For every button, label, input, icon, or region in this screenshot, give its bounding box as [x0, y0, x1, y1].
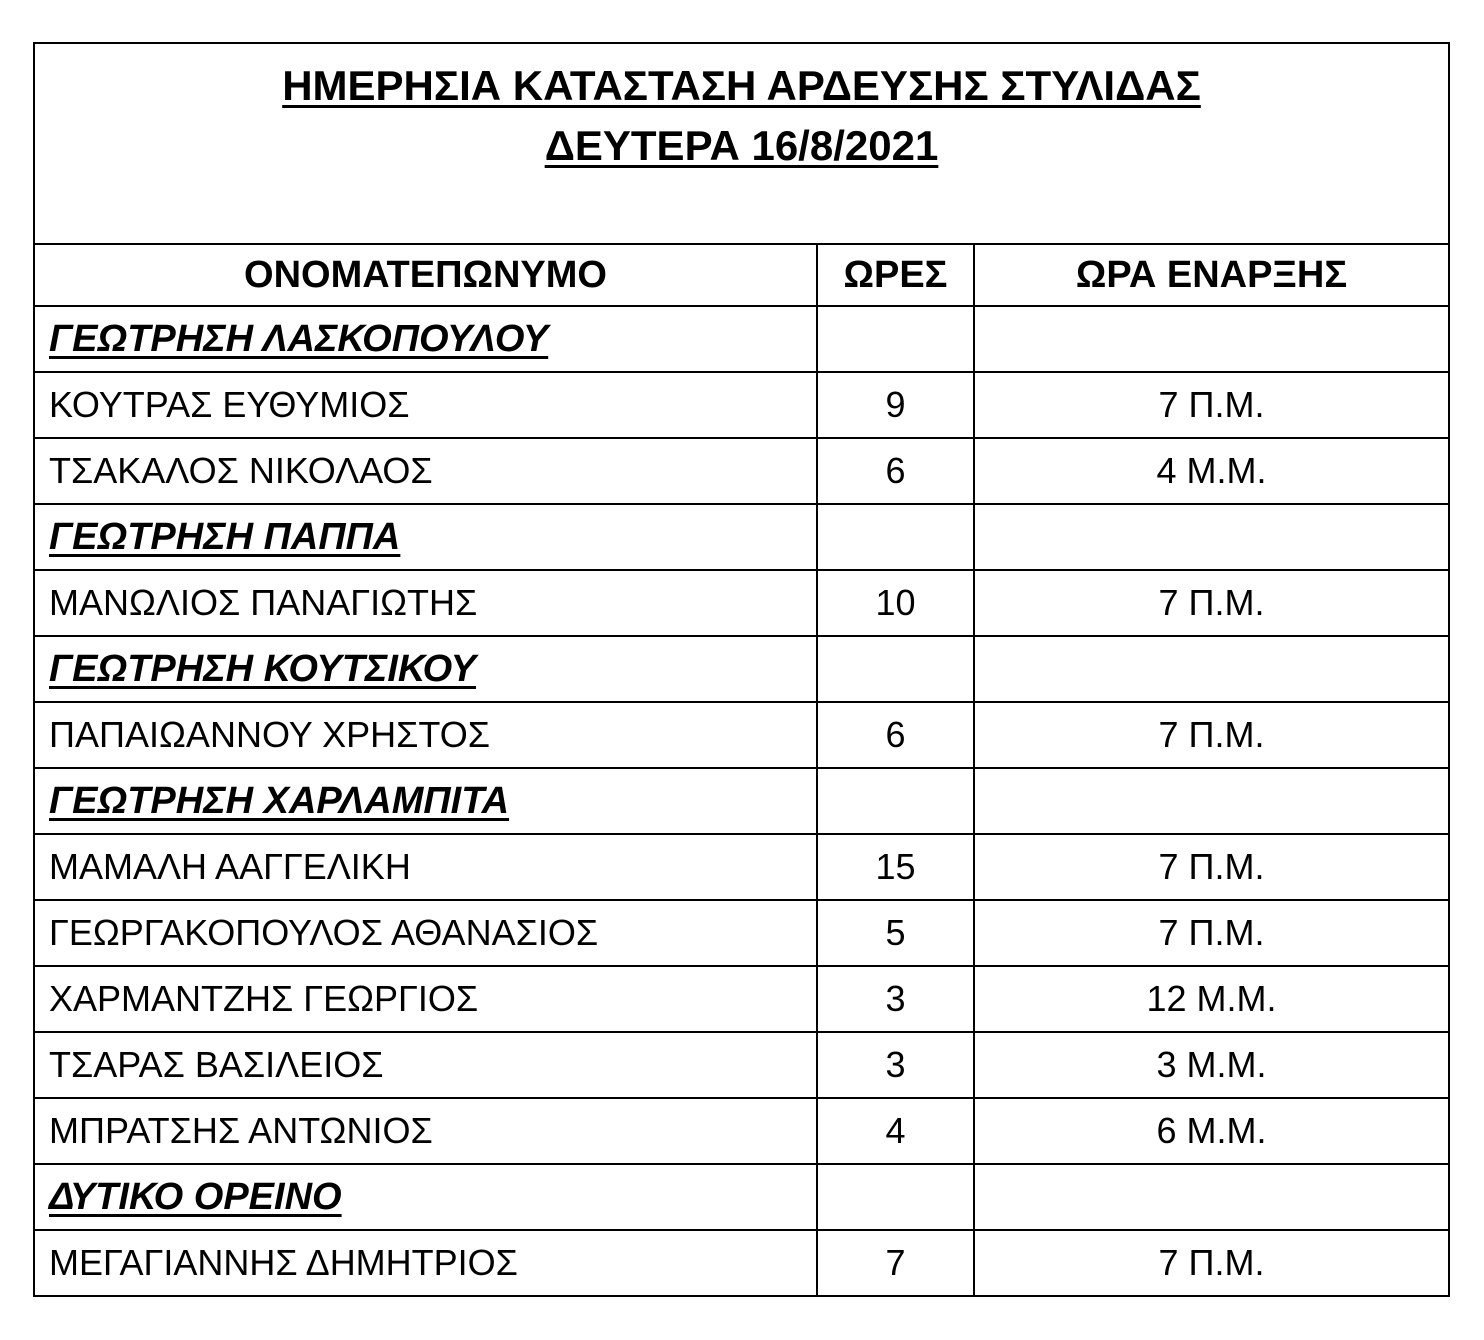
column-header-start: ΩΡΑ ΕΝΑΡΞΗΣ — [974, 244, 1449, 306]
table-row — [34, 702, 1449, 768]
table-row — [34, 966, 1449, 1032]
person-name: ΚΟΥΤΡΑΣ ΕΥΘΥΜΙΟΣ — [34, 372, 817, 438]
document-title: ΗΜΕΡΗΣΙΑ ΚΑΤΑΣΤΑΣΗ ΑΡΔΕΥΣΗΣ ΣΤΥΛΙΔΑΣ — [282, 62, 1201, 109]
hours-value: 3 — [817, 966, 974, 1032]
column-header-row — [34, 244, 1449, 306]
table-row — [34, 834, 1449, 900]
section-empty-cell — [817, 768, 974, 834]
section-name: ΔΥΤΙΚΟ ΟΡΕΙΝΟ — [34, 1164, 817, 1230]
person-name: ΤΣΑΚΑΛΟΣ ΝΙΚΟΛΑΟΣ — [34, 438, 817, 504]
hours-value: 9 — [817, 372, 974, 438]
person-name: ΓΕΩΡΓΑΚΟΠΟΥΛΟΣ ΑΘΑΝΑΣΙΟΣ — [34, 900, 817, 966]
section-name: ΓΕΩΤΡΗΣΗ ΛΑΣΚΟΠΟΥΛΟΥ — [34, 306, 817, 372]
person-name: ΜΑΜΑΛΗ ΑΑΓΓΕΛΙΚΗ — [34, 834, 817, 900]
start-time-value: 7 Π.Μ. — [974, 834, 1449, 900]
hours-value: 15 — [817, 834, 974, 900]
start-time-value: 7 Π.Μ. — [974, 1230, 1449, 1296]
person-name: ΜΑΝΩΛΙΟΣ ΠΑΝΑΓΙΩΤΗΣ — [34, 570, 817, 636]
hours-value: 6 — [817, 702, 974, 768]
title-cell — [34, 43, 1449, 244]
column-header-name: ΟΝΟΜΑΤΕΠΩΝΥΜΟ — [34, 244, 817, 306]
section-name: ΓΕΩΤΡΗΣΗ ΠΑΠΠΑ — [34, 504, 817, 570]
start-time-value: 7 Π.Μ. — [974, 702, 1449, 768]
section-empty-cell — [817, 636, 974, 702]
section-row — [34, 306, 1449, 372]
start-time-value: 12 Μ.Μ. — [974, 966, 1449, 1032]
column-header-hours: ΩΡΕΣ — [817, 244, 974, 306]
section-empty-cell — [817, 1164, 974, 1230]
table-row — [34, 1098, 1449, 1164]
table-row — [34, 900, 1449, 966]
section-empty-cell — [974, 504, 1449, 570]
hours-value: 10 — [817, 570, 974, 636]
section-empty-cell — [817, 504, 974, 570]
hours-value: 5 — [817, 900, 974, 966]
section-name: ΓΕΩΤΡΗΣΗ ΚΟΥΤΣΙΚΟΥ — [34, 636, 817, 702]
table-row — [34, 438, 1449, 504]
person-name: ΜΠΡΑΤΣΗΣ ΑΝΤΩΝΙΟΣ — [34, 1098, 817, 1164]
irrigation-table — [33, 42, 1450, 1297]
hours-value: 3 — [817, 1032, 974, 1098]
person-name: ΧΑΡΜΑΝΤΖΗΣ ΓΕΩΡΓΙΟΣ — [34, 966, 817, 1032]
hours-value: 4 — [817, 1098, 974, 1164]
person-name: ΤΣΑΡΑΣ ΒΑΣΙΛΕΙΟΣ — [34, 1032, 817, 1098]
table-row — [34, 1032, 1449, 1098]
title-row — [34, 43, 1449, 244]
section-row — [34, 504, 1449, 570]
section-empty-cell — [974, 768, 1449, 834]
document-date: ΔΕΥΤΕΡΑ 16/8/2021 — [544, 122, 939, 169]
start-time-value: 4 Μ.Μ. — [974, 438, 1449, 504]
start-time-value: 7 Π.Μ. — [974, 570, 1449, 636]
start-time-value: 7 Π.Μ. — [974, 372, 1449, 438]
section-empty-cell — [817, 306, 974, 372]
table-row — [34, 1230, 1449, 1296]
person-name: ΠΑΠΑΙΩΑΝΝΟΥ ΧΡΗΣΤΟΣ — [34, 702, 817, 768]
hours-value: 7 — [817, 1230, 974, 1296]
section-empty-cell — [974, 636, 1449, 702]
section-empty-cell — [974, 1164, 1449, 1230]
table-row — [34, 372, 1449, 438]
section-row — [34, 768, 1449, 834]
section-empty-cell — [974, 306, 1449, 372]
table-row — [34, 570, 1449, 636]
section-name: ΓΕΩΤΡΗΣΗ ΧΑΡΛΑΜΠΙΤΑ — [34, 768, 817, 834]
section-row — [34, 1164, 1449, 1230]
start-time-value: 7 Π.Μ. — [974, 900, 1449, 966]
start-time-value: 6 Μ.Μ. — [974, 1098, 1449, 1164]
hours-value: 6 — [817, 438, 974, 504]
person-name: ΜΕΓΑΓΙΑΝΝΗΣ ΔΗΜΗΤΡΙΟΣ — [34, 1230, 817, 1296]
start-time-value: 3 Μ.Μ. — [974, 1032, 1449, 1098]
section-row — [34, 636, 1449, 702]
